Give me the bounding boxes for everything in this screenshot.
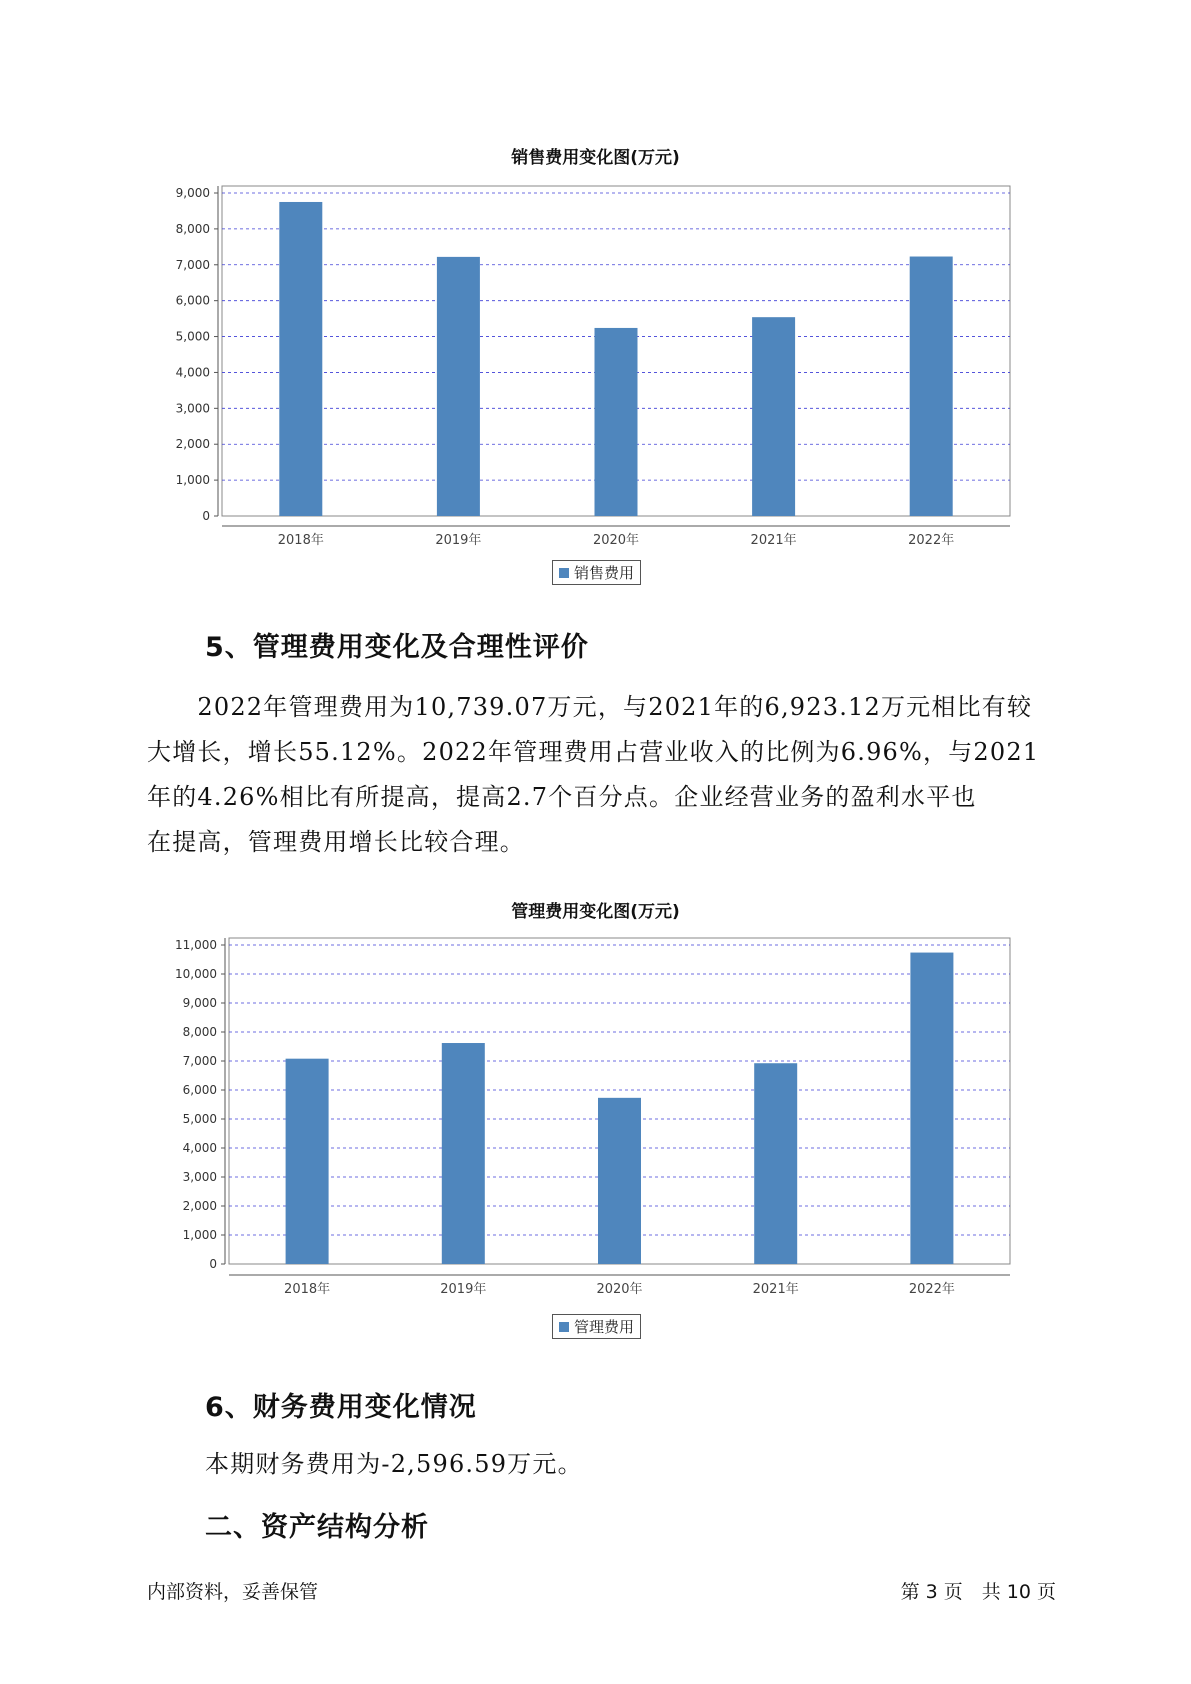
admin-chart-legend [552, 1314, 641, 1339]
bar-2022年 [910, 953, 953, 1264]
asset-section-heading: 二、资产结构分析 [205, 1512, 429, 1543]
sales-expense-chart [0, 170, 1191, 700]
y-tick-label: 2,000 [175, 437, 210, 452]
finance-section-heading: 6、财务费用变化情况 [205, 1392, 477, 1423]
y-tick-label: 3,000 [175, 401, 210, 416]
bar-2019年 [437, 257, 480, 516]
admin-chart-title: 管理费用变化图(万元) [511, 902, 680, 922]
y-tick-label: 3,000 [182, 1170, 217, 1184]
x-tick-label: 2022年 [908, 1282, 955, 1297]
y-tick-label: 4,000 [175, 365, 210, 380]
x-tick-label: 2022年 [908, 533, 955, 548]
y-tick-label: 9,000 [182, 996, 217, 1010]
x-tick-label: 2020年 [592, 533, 640, 548]
finance-paragraph: 本期财务费用为-2,596.59万元。 [205, 1450, 583, 1478]
y-tick-label: 0 [209, 1257, 217, 1271]
sales-chart-title: 销售费用变化图(万元) [511, 148, 680, 168]
y-tick-label: 9,000 [175, 186, 210, 200]
bar-2021年 [752, 317, 795, 516]
legend-swatch [559, 1322, 569, 1332]
admin-expense-chart [0, 928, 1191, 1308]
y-tick-label: 7,000 [175, 257, 210, 272]
x-tick-label: 2019年 [435, 533, 482, 548]
y-tick-label: 7,000 [182, 1054, 217, 1068]
y-tick-label: 2,000 [182, 1199, 217, 1213]
bar-2020年 [595, 328, 638, 516]
y-tick-label: 5,000 [182, 1112, 217, 1126]
footer-confidential: 内部资料，妥善保管 [147, 1581, 319, 1603]
y-tick-label: 1,000 [182, 1228, 217, 1242]
y-tick-label: 11,000 [175, 938, 217, 952]
y-tick-label: 5,000 [175, 329, 210, 344]
x-tick-label: 2020年 [596, 1282, 643, 1297]
y-tick-label: 10,000 [175, 967, 217, 981]
y-tick-label: 8,000 [182, 1025, 217, 1039]
bar-2020年 [598, 1098, 641, 1264]
mgmt-line-4: 在提高，管理费用增长比较合理。 [147, 828, 525, 856]
x-tick-label: 2019年 [440, 1282, 487, 1297]
mgmt-paragraph [147, 685, 1067, 865]
x-tick-label: 2021年 [752, 1282, 799, 1297]
admin-legend-label: 管理费用 [574, 1318, 635, 1336]
y-tick-label: 6,000 [175, 293, 210, 308]
bar-2022年 [910, 257, 953, 516]
bar-2021年 [754, 1063, 797, 1264]
x-tick-label: 2018年 [284, 1282, 331, 1297]
footer-page-number: 第 3 页 共 10 页 [900, 1581, 1056, 1603]
y-tick-label: 0 [202, 509, 210, 523]
y-tick-label: 1,000 [175, 473, 210, 488]
legend-swatch [559, 568, 569, 578]
mgmt-line-1: 2022年管理费用为10,739.07万元，与2021年的6,923.12万元相比有较 [147, 693, 1033, 721]
bar-2018年 [279, 202, 322, 516]
mgmt-section-heading: 5、管理费用变化及合理性评价 [205, 632, 589, 663]
sales-legend-label: 销售费用 [574, 564, 635, 582]
x-tick-label: 2021年 [750, 533, 797, 548]
sales-chart-legend [552, 560, 641, 585]
y-tick-label: 8,000 [175, 221, 210, 236]
bar-2018年 [286, 1059, 329, 1264]
bar-2019年 [442, 1043, 485, 1264]
y-tick-label: 6,000 [182, 1083, 217, 1097]
x-tick-label: 2018年 [277, 533, 324, 548]
y-tick-label: 4,000 [182, 1141, 217, 1155]
mgmt-line-3: 年的4.26%相比有所提高，提高2.7个百分点。企业经营业务的盈利水平也 [147, 783, 977, 811]
mgmt-line-2: 大增长，增长55.12%。2022年管理费用占营业收入的比例为6.96%，与2021 [147, 738, 1040, 766]
